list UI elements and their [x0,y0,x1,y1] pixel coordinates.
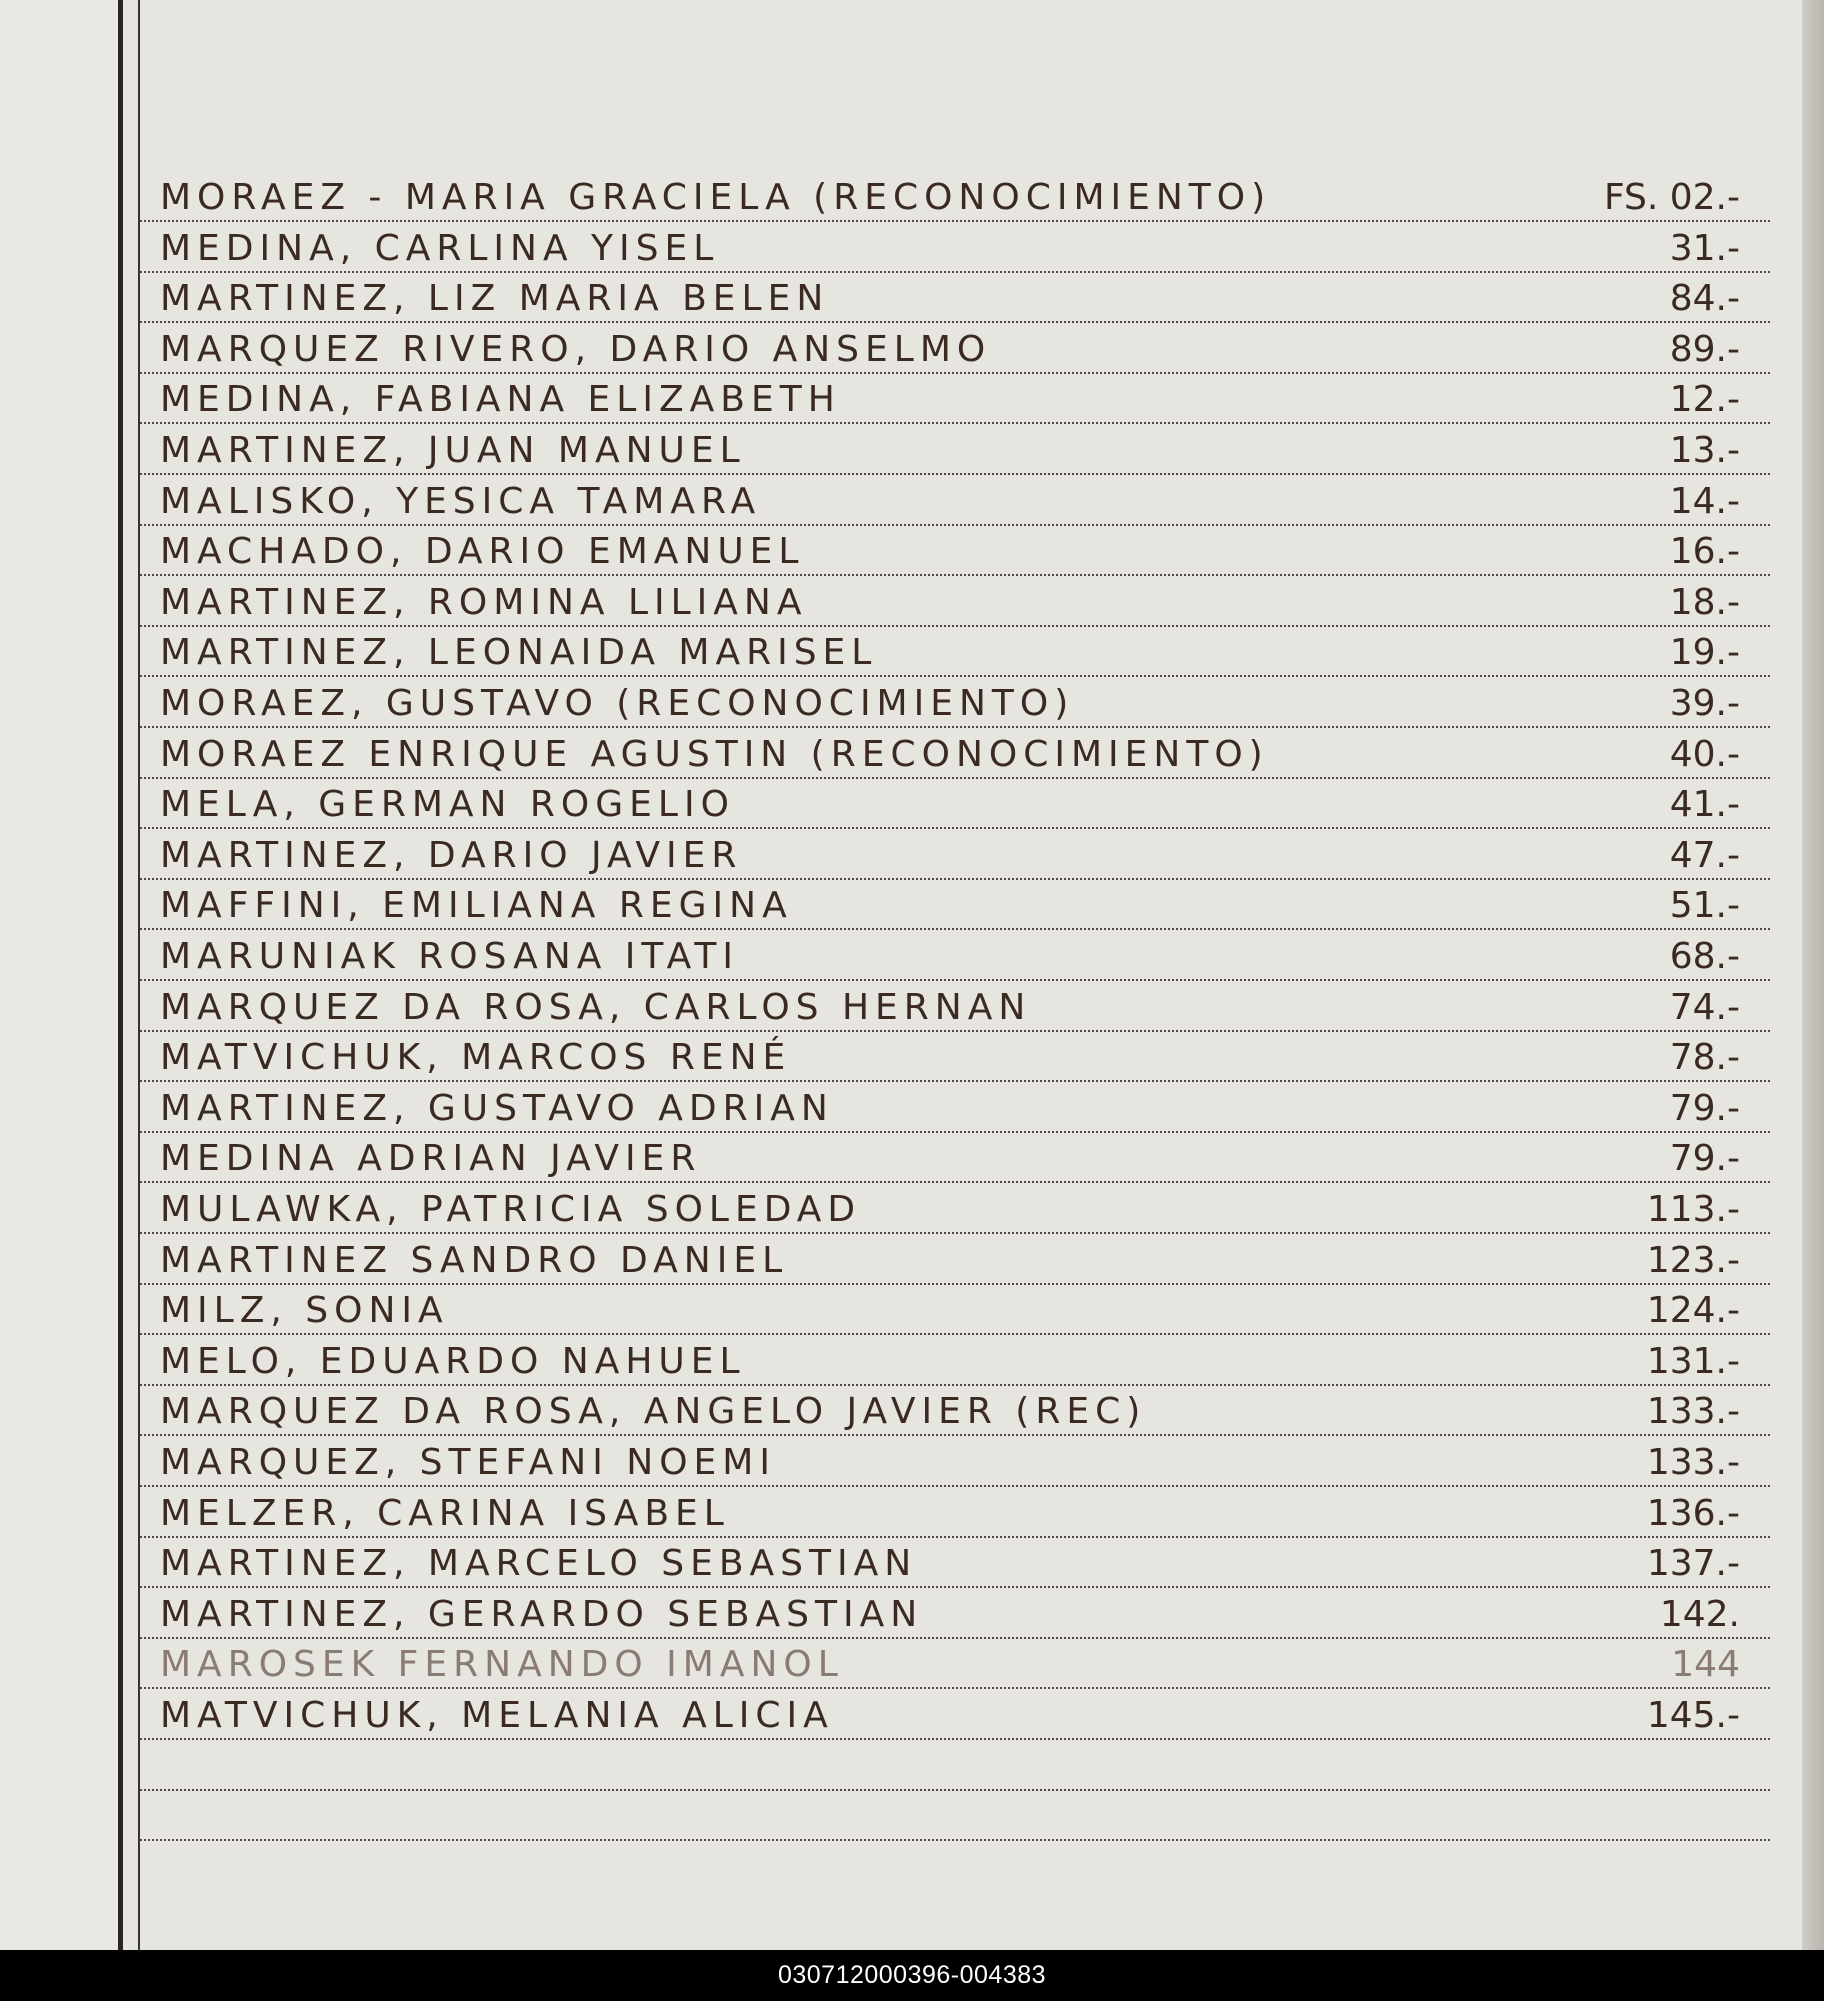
entry-page-number: 144 [1671,1644,1740,1686]
entry-name: MILZ, SONIA [160,1290,449,1332]
margin-rule [118,0,123,1950]
ledger-entry [140,828,1770,878]
entry-name: MARQUEZ DA ROSA, ANGELO JAVIER (REC) [160,1391,1147,1433]
scan-footer [0,1950,1824,2001]
entry-name: MACHADO, DARIO EMANUEL [160,531,805,573]
ledger-entry [140,1131,1770,1181]
entry-page-number: 13.- [1669,430,1740,471]
entry-name: MARQUEZ RIVERO, DARIO ANSELMO [160,328,992,370]
entry-page-number: 79.- [1669,1138,1740,1180]
entry-name: MARUNIAK ROSANA ITATI [160,936,740,977]
entry-name: MARTINEZ, LIZ MARIA BELEN [160,278,830,320]
ledger-entry [140,524,1770,574]
entry-name: MATVICHUK, MELANIA ALICIA [160,1695,834,1736]
ledger-entry [140,1030,1770,1080]
entry-name: MORAEZ ENRIQUE AGUSTIN (RECONOCIMIENTO) [160,733,1269,775]
page-left-margin [0,0,118,1950]
entry-name: MELA, GERMAN ROGELIO [160,784,735,826]
ledger-entry [140,221,1770,271]
ledger-entry [140,980,1770,1030]
entry-page-number: 31.- [1669,227,1740,269]
entry-page-number: FS. 02.- [1603,177,1740,218]
entry-name: MARTINEZ, LEONAIDA MARISEL [160,632,878,674]
ledger-entry [140,727,1770,777]
ledger-entry [140,423,1770,473]
ledger-entry [140,1233,1770,1283]
ledger-entry [140,170,1770,220]
entry-page-number: 18.- [1669,581,1740,623]
entry-name: MATVICHUK, MARCOS RENÉ [160,1037,792,1079]
entry-name: MAROSEK FERNANDO IMANOL [160,1644,844,1686]
ruled-line [140,1839,1770,1841]
entry-page-number: 133.- [1646,1442,1740,1483]
ledger-entry [140,777,1770,827]
entry-page-number: 41.- [1669,784,1740,826]
entry-name: MARTINEZ, GUSTAVO ADRIAN [160,1087,834,1129]
entry-page-number: 68.- [1669,936,1740,977]
entry-name: MARTINEZ, ROMINA LILIANA [160,581,808,623]
ledger-entry [140,575,1770,625]
entry-page-number: 133.- [1646,1391,1740,1433]
page-edge-shadow [1802,0,1824,1950]
ledger-entry [140,1081,1770,1131]
entry-name: MARTINEZ, MARCELO SEBASTIAN [160,1543,918,1585]
entry-page-number: 51.- [1669,885,1740,927]
entry-name: MULAWKA, PATRICIA SOLEDAD [160,1189,862,1230]
entry-page-number: 89.- [1669,328,1740,370]
entry-page-number: 145.- [1646,1695,1740,1736]
ruled-line [140,1738,1770,1740]
entry-name: MELO, EDUARDO NAHUEL [160,1340,746,1382]
entry-page-number: 40.- [1669,733,1740,775]
ledger-entry [140,1384,1770,1434]
ledger-entry [140,878,1770,928]
document-code: 030712000396-004383 [777,1961,1047,1989]
entry-name: MEDINA, FABIANA ELIZABETH [160,379,841,421]
entry-page-number: 113.- [1646,1189,1740,1230]
entry-name: MARTINEZ, JUAN MANUEL [160,430,746,471]
entry-page-number: 74.- [1669,986,1740,1028]
ledger-entry [140,676,1770,726]
entry-name: MAFFINI, EMILIANA REGINA [160,885,793,927]
ledger-entry [140,271,1770,321]
ledger-entry [140,625,1770,675]
entry-page-number: 14.- [1669,480,1740,522]
entry-page-number: 16.- [1669,531,1740,573]
ledger-entry [140,1334,1770,1384]
entry-name: MALISKO, YESICA TAMARA [160,480,762,522]
ledger-entry [140,1587,1770,1637]
entry-name: MARTINEZ SANDRO DANIEL [160,1239,789,1281]
entry-name: MARTINEZ, GERARDO SEBASTIAN [160,1593,924,1635]
ledger-entry [140,1637,1770,1687]
entry-name: MELZER, CARINA ISABEL [160,1492,730,1534]
entry-name: MEDINA ADRIAN JAVIER [160,1138,702,1180]
entry-page-number: 123.- [1646,1239,1740,1281]
ledger-entry [140,1536,1770,1586]
entry-page-number: 131.- [1646,1340,1740,1382]
entry-page-number: 19.- [1669,632,1740,674]
entry-page-number: 137.- [1646,1543,1740,1585]
ledger-entry [140,1486,1770,1536]
entry-page-number: 142. [1659,1593,1740,1635]
entry-page-number: 39.- [1669,683,1740,724]
entry-name: MARTINEZ, DARIO JAVIER [160,834,743,876]
entry-name: MORAEZ - MARIA GRACIELA (RECONOCIMIENTO) [160,177,1272,218]
entry-page-number: 47.- [1669,834,1740,876]
entry-page-number: 124.- [1646,1290,1740,1332]
ruled-line [140,1789,1770,1791]
entry-page-number: 79.- [1669,1087,1740,1129]
ledger-entry [140,1283,1770,1333]
ledger-entry [140,474,1770,524]
entry-name: MARQUEZ, STEFANI NOEMI [160,1442,776,1483]
ledger-entry [140,929,1770,979]
entry-name: MEDINA, CARLINA YISEL [160,227,720,269]
ledger-entry [140,1688,1770,1738]
entry-page-number: 136.- [1646,1492,1740,1534]
entry-page-number: 78.- [1669,1037,1740,1079]
entry-name: MARQUEZ DA ROSA, CARLOS HERNAN [160,986,1032,1028]
ledger-entry [140,1435,1770,1485]
entry-page-number: 12.- [1669,379,1740,421]
ledger-entry [140,322,1770,372]
entry-page-number: 84.- [1669,278,1740,320]
ledger-entry [140,372,1770,422]
entry-name: MORAEZ, GUSTAVO (RECONOCIMIENTO) [160,683,1075,724]
ledger-entry [140,1182,1770,1232]
